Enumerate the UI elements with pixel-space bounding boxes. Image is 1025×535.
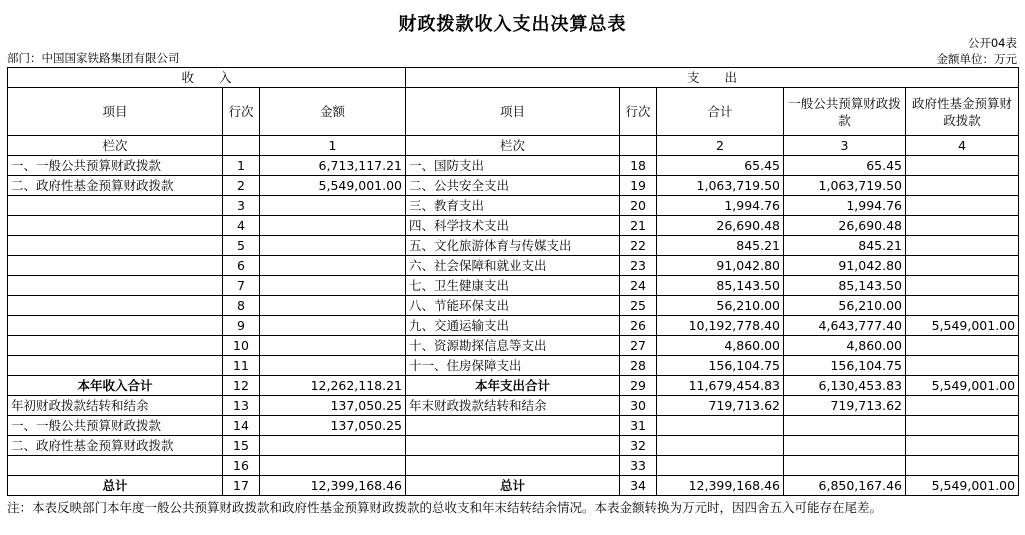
income-item-cell: 本年收入合计 [8,376,223,396]
income-rowno-cell: 1 [223,156,260,176]
expense-total-cell: 12,399,168.46 [657,476,784,496]
header-row-column-numbers [8,136,1019,156]
general-budget-cell [784,416,906,436]
income-item-cell [8,296,223,316]
income-item-cell: 一、一般公共预算财政拨款 [8,156,223,176]
expense-rowno-cell: 18 [620,156,657,176]
expense-total-cell: 10,192,778.40 [657,316,784,336]
general-budget-cell [784,456,906,476]
general-budget-cell: 26,690.48 [784,216,906,236]
general-budget-cell: 65.45 [784,156,906,176]
table-row [8,376,1019,396]
general-budget-cell: 85,143.50 [784,276,906,296]
expense-item-cell: 六、社会保障和就业支出 [406,256,620,276]
general-budget-cell: 1,994.76 [784,196,906,216]
income-item-cell [8,196,223,216]
expense-item-cell: 八、节能环保支出 [406,296,620,316]
income-item-cell [8,256,223,276]
fund-budget-cell: 5,549,001.00 [906,376,1019,396]
expense-rowno-cell: 33 [620,456,657,476]
income-rowno-cell: 13 [223,396,260,416]
table-row [8,196,1019,216]
income-section-header: 收 入 [8,68,406,88]
income-amount-cell [260,196,406,216]
income-rowno-cell: 14 [223,416,260,436]
expense-rowno-cell: 20 [620,196,657,216]
expense-total-cell: 85,143.50 [657,276,784,296]
income-amount-cell [260,256,406,276]
general-budget-cell: 91,042.80 [784,256,906,276]
table-row [8,336,1019,356]
income-item-cell: 年初财政拨款结转和结余 [8,396,223,416]
income-item-cell [8,336,223,356]
report-title: 财政拨款收入支出决算总表 [398,14,627,35]
income-rowno-cell: 7 [223,276,260,296]
expense-section-header: 支 出 [406,68,1019,88]
department-label: 部门：中国国家铁路集团有限公司 [7,51,180,65]
expense-total-cell: 1,994.76 [657,196,784,216]
expense-item-cell: 二、公共安全支出 [406,176,620,196]
expense-total-cell: 4,860.00 [657,336,784,356]
expense-rowno-cell: 31 [620,416,657,436]
expense-rowno-cell: 34 [620,476,657,496]
income-amount-cell: 5,549,001.00 [260,176,406,196]
general-budget-cell: 4,643,777.40 [784,316,906,336]
table-row [8,356,1019,376]
expense-item-cell: 九、交通运输支出 [406,316,620,336]
general-budget-cell: 1,063,719.50 [784,176,906,196]
expense-item-cell: 三、教育支出 [406,196,620,216]
expense-item-cell: 十一、住房保障支出 [406,356,620,376]
expense-item-cell: 年末财政拨款结转和结余 [406,396,620,416]
expense-item-cell: 七、卫生健康支出 [406,276,620,296]
income-amount-cell [260,216,406,236]
income-amount-cell [260,276,406,296]
table-row [8,236,1019,256]
table-row [8,436,1019,456]
expense-total-cell: 1,063,719.50 [657,176,784,196]
table-row [8,156,1019,176]
expense-rowno-cell: 26 [620,316,657,336]
income-item-header: 项目 [8,88,223,136]
income-amount-cell: 12,262,118.21 [260,376,406,396]
expense-rowno-cell: 27 [620,336,657,356]
fund-budget-cell [906,416,1019,436]
fund-budget-cell: 5,549,001.00 [906,316,1019,336]
income-column-number: 1 [260,136,406,156]
table-row [8,276,1019,296]
total-column-number: 2 [657,136,784,156]
income-rowno-blank [223,136,260,156]
table-row [8,176,1019,196]
expense-rowno-cell: 19 [620,176,657,196]
income-amount-cell [260,336,406,356]
income-item-cell [8,316,223,336]
income-rowno-cell: 10 [223,336,260,356]
expense-item-cell: 五、文化旅游体育与传媒支出 [406,236,620,256]
table-row [8,476,1019,496]
general-budget-header: 一般公共预算财政拨款 [784,88,906,136]
general-column-number: 3 [784,136,906,156]
income-rowno-cell: 4 [223,216,260,236]
footnote: 注：本表反映部门本年度一般公共预算财政拨款和政府性基金预算财政拨款的总收支和年末结转结余情况。本表金额转换为万元时，因四舍五入可能存在尾差。 [7,500,883,515]
income-amount-cell [260,316,406,336]
income-item-cell: 二、政府性基金预算财政拨款 [8,176,223,196]
fund-budget-cell [906,236,1019,256]
expense-total-cell: 56,210.00 [657,296,784,316]
income-rowno-cell: 17 [223,476,260,496]
table-row [8,456,1019,476]
income-rowno-cell: 12 [223,376,260,396]
expense-total-cell: 11,679,454.83 [657,376,784,396]
income-item-cell: 一、一般公共预算财政拨款 [8,416,223,436]
expense-item-cell [406,436,620,456]
fund-budget-cell [906,276,1019,296]
expense-total-cell [657,416,784,436]
expense-item-cell: 十、资源勘探信息等支出 [406,336,620,356]
expense-total-cell: 91,042.80 [657,256,784,276]
income-amount-cell [260,356,406,376]
income-item-cell [8,456,223,476]
fund-budget-cell [906,356,1019,376]
expense-total-cell: 65.45 [657,156,784,176]
form-code: 公开04表 [967,36,1017,50]
expense-item-header: 项目 [406,88,620,136]
income-amount-cell [260,456,406,476]
income-item-cell [8,216,223,236]
expense-item-cell [406,456,620,476]
general-budget-cell: 6,130,453.83 [784,376,906,396]
income-rowno-cell: 6 [223,256,260,276]
fund-budget-cell [906,156,1019,176]
income-amount-cell [260,236,406,256]
general-budget-cell: 719,713.62 [784,396,906,416]
fund-budget-cell [906,176,1019,196]
income-rowno-cell: 3 [223,196,260,216]
expense-total-cell: 719,713.62 [657,396,784,416]
expense-total-cell: 26,690.48 [657,216,784,236]
fund-budget-cell [906,336,1019,356]
fund-budget-cell [906,436,1019,456]
expense-column-label: 栏次 [406,136,620,156]
expense-rowno-cell: 24 [620,276,657,296]
income-amount-cell [260,436,406,456]
expense-total-cell: 156,104.75 [657,356,784,376]
income-column-label: 栏次 [8,136,223,156]
fund-column-number: 4 [906,136,1019,156]
income-item-cell [8,276,223,296]
table-row [8,416,1019,436]
income-rowno-cell: 8 [223,296,260,316]
expense-item-cell: 本年支出合计 [406,376,620,396]
fund-budget-cell: 5,549,001.00 [906,476,1019,496]
budget-summary-table [7,67,1019,496]
income-rowno-header: 行次 [223,88,260,136]
expense-rowno-cell: 22 [620,236,657,256]
table-row [8,216,1019,236]
general-budget-cell: 845.21 [784,236,906,256]
income-item-cell [8,236,223,256]
fund-budget-cell [906,456,1019,476]
expense-total-cell [657,456,784,476]
general-budget-cell [784,436,906,456]
fund-budget-cell [906,196,1019,216]
income-item-cell: 总计 [8,476,223,496]
table-row [8,316,1019,336]
expense-rowno-cell: 28 [620,356,657,376]
expense-total-cell [657,436,784,456]
expense-item-cell [406,416,620,436]
income-amount-cell: 12,399,168.46 [260,476,406,496]
general-budget-cell: 4,860.00 [784,336,906,356]
income-rowno-cell: 15 [223,436,260,456]
income-rowno-cell: 16 [223,456,260,476]
expense-rowno-header: 行次 [620,88,657,136]
general-budget-cell: 56,210.00 [784,296,906,316]
expense-rowno-cell: 23 [620,256,657,276]
header-row-sections [8,68,1019,88]
income-rowno-cell: 2 [223,176,260,196]
unit-label: 金额单位：万元 [936,52,1017,66]
income-amount-header: 金额 [260,88,406,136]
income-rowno-cell: 5 [223,236,260,256]
expense-rowno-cell: 21 [620,216,657,236]
table-row [8,296,1019,316]
table-row [8,256,1019,276]
fund-budget-cell [906,256,1019,276]
expense-rowno-cell: 25 [620,296,657,316]
expense-rowno-cell: 29 [620,376,657,396]
income-item-cell: 二、政府性基金预算财政拨款 [8,436,223,456]
table-row [8,396,1019,416]
general-budget-cell: 6,850,167.46 [784,476,906,496]
expense-total-cell: 845.21 [657,236,784,256]
fund-budget-cell [906,296,1019,316]
general-budget-cell: 156,104.75 [784,356,906,376]
expense-rowno-blank [620,136,657,156]
income-rowno-cell: 11 [223,356,260,376]
income-amount-cell: 6,713,117.21 [260,156,406,176]
fund-budget-header: 政府性基金预算财政拨款 [906,88,1019,136]
expense-total-header: 合计 [657,88,784,136]
expense-rowno-cell: 30 [620,396,657,416]
fund-budget-cell [906,396,1019,416]
fund-budget-cell [906,216,1019,236]
expense-item-cell: 总计 [406,476,620,496]
income-amount-cell: 137,050.25 [260,416,406,436]
header-row-columns [8,88,1019,136]
expense-rowno-cell: 32 [620,436,657,456]
income-amount-cell: 137,050.25 [260,396,406,416]
expense-item-cell: 一、国防支出 [406,156,620,176]
income-rowno-cell: 9 [223,316,260,336]
income-item-cell [8,356,223,376]
expense-item-cell: 四、科学技术支出 [406,216,620,236]
income-amount-cell [260,296,406,316]
